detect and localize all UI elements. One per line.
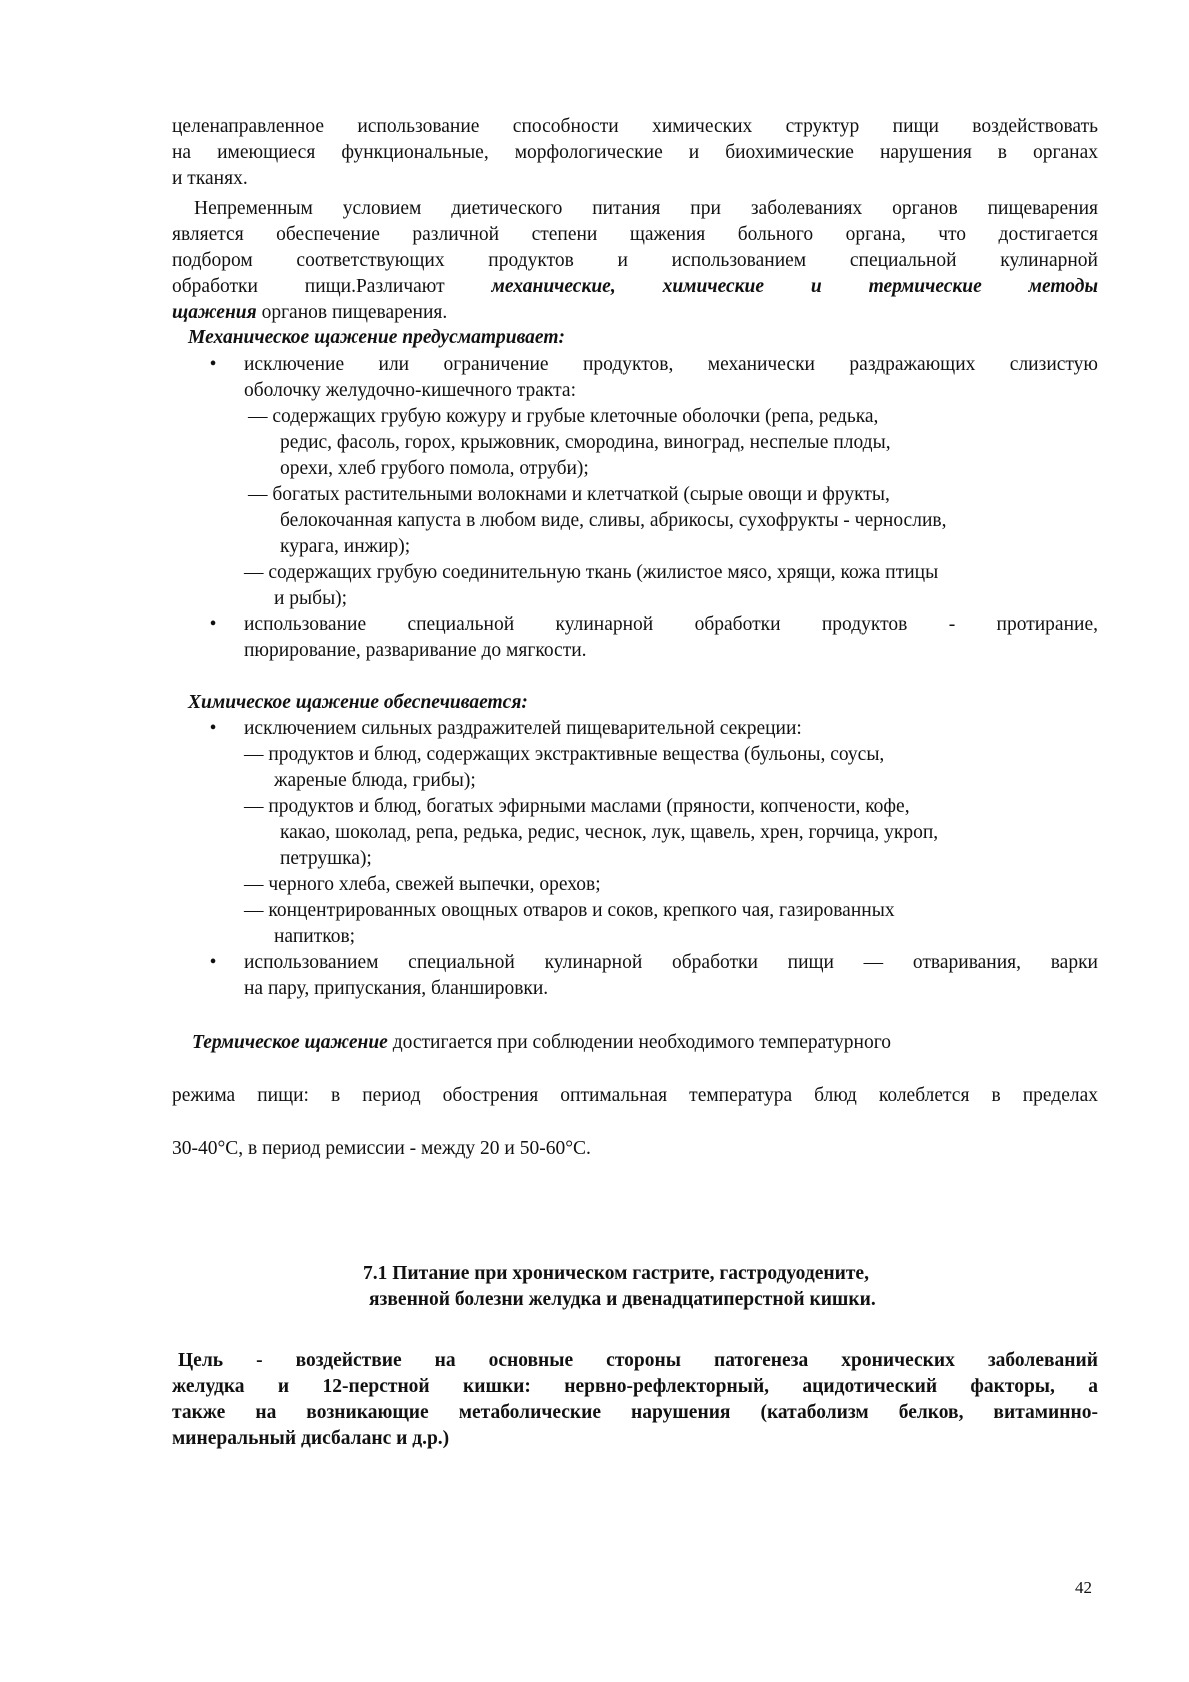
text-line: желудка и 12-перстной кишки: нервно-рефлекторный, ацидотический факторы, а xyxy=(172,1376,1098,1397)
text-line: белокочанная капуста в любом виде, сливы, абрикосы, сухофрукты - чернослив, xyxy=(280,510,947,531)
text-line: пюрирование, разваривание до мягкости. xyxy=(244,640,587,661)
text-span: обработки пищи.Различают xyxy=(172,276,445,297)
text-line: 30-40°С, в период ремиссии - между 20 и 50-60°С. xyxy=(172,1138,591,1159)
list-item xyxy=(244,950,1098,1002)
text-line: режима пищи: в период обострения оптимальная температура блюд колеблется в пределах xyxy=(172,1085,1098,1106)
text-line: и рыбы); xyxy=(274,588,348,609)
page-number: 42 xyxy=(1075,1578,1092,1597)
emphasis-text: механические, химические и термические методы xyxy=(491,276,1099,297)
text-line: использованием специальной кулинарной обработки пищи — отваривания, варки xyxy=(244,952,1098,973)
text-line: — продуктов и блюд, содержащих экстрактивные вещества (бульоны, соусы, xyxy=(244,744,885,765)
text-line: — черного хлеба, свежей выпечки, орехов; xyxy=(244,874,601,895)
chemical-heading: Химическое щажение обеспечивается: xyxy=(188,692,528,713)
text-line: какао, шоколад, репа, редька, редис, чеснок, лук, щавель, хрен, горчица, укроп, xyxy=(280,822,939,843)
section-title xyxy=(363,1261,876,1313)
sub-list-item xyxy=(248,482,946,560)
bullet-icon: • xyxy=(209,952,217,973)
text-line: жареные блюда, грибы); xyxy=(274,770,476,791)
text-line: использование специальной кулинарной обработки продуктов - протирание, xyxy=(244,614,1098,635)
emphasis-text: щажения xyxy=(172,302,257,323)
title-line: язвенной болезни желудка и двенадцатиперстной кишки. xyxy=(369,1289,876,1310)
text-line: исключением сильных раздражителей пищеварительной секреции: xyxy=(244,718,802,739)
thermal-paragraph-line xyxy=(192,1030,891,1056)
diet-conditions-paragraph xyxy=(172,196,1098,326)
title-line: 7.1 Питание при хроническом гастрите, гастродуодените, xyxy=(363,1263,869,1284)
thermal-heading: Термическое щажение xyxy=(192,1032,388,1053)
text-line xyxy=(172,274,1098,300)
text-line: — содержащих грубую кожуру и грубые клеточные оболочки (репа, редька, xyxy=(248,406,879,427)
text-line: минеральный дисбаланс и д.р.) xyxy=(172,1428,450,1449)
sub-list-item xyxy=(244,560,938,612)
goal-paragraph xyxy=(172,1348,1098,1452)
bullet-icon: • xyxy=(209,718,217,739)
sub-list-item xyxy=(244,794,938,872)
sub-list-item xyxy=(244,898,895,950)
text-line: целенаправленное использование способности химических структур пищи воздействовать xyxy=(172,116,1098,137)
text-line: исключение или ограничение продуктов, механически раздражающих слизистую xyxy=(244,354,1098,375)
text-line: редис, фасоль, горох, крыжовник, смородина, виноград, неспелые плоды, xyxy=(280,432,891,453)
sub-list-item xyxy=(248,404,891,482)
text-line xyxy=(172,300,1098,326)
list-item xyxy=(244,612,1098,664)
sub-list-item xyxy=(244,872,601,898)
text-line: — содержащих грубую соединительную ткань (жилистое мясо, хрящи, кожа птицы xyxy=(244,562,939,583)
text-line: орехи, хлеб грубого помола, отруби); xyxy=(280,458,589,479)
intro-paragraph xyxy=(172,114,1098,192)
list-item xyxy=(244,352,1098,404)
text-line: — продуктов и блюд, богатых эфирными маслами (пряности, копчености, кофе, xyxy=(244,796,910,817)
bullet-icon: • xyxy=(209,614,217,635)
text-line: на пару, припускания, бланшировки. xyxy=(244,978,549,999)
text-line: — концентрированных овощных отваров и соков, крепкого чая, газированных xyxy=(244,900,895,921)
text-line: является обеспечение различной степени щажения больного органа, что достигается xyxy=(172,224,1098,245)
text-line: Цель - воздействие на основные стороны патогенеза хронических заболеваний xyxy=(178,1350,1098,1371)
text-line: оболочку желудочно-кишечного тракта: xyxy=(244,380,576,401)
bullet-icon: • xyxy=(209,354,217,375)
text-line: петрушка); xyxy=(280,848,372,869)
text-line: также на возникающие метаболические нарушения (катаболизм белков, витаминно- xyxy=(172,1402,1098,1423)
text-line: на имеющиеся функциональные, морфологические и биохимические нарушения в органах xyxy=(172,142,1098,163)
text-line: — богатых растительными волокнами и клетчаткой (сырые овощи и фрукты, xyxy=(248,484,890,505)
sub-list-item xyxy=(244,742,884,794)
mechanical-heading: Механическое щажение предусматривает: xyxy=(188,327,565,348)
text-line: курага, инжир); xyxy=(280,536,411,557)
text-span: достигается при соблюдении необходимого температурного xyxy=(392,1032,891,1053)
list-item xyxy=(244,716,802,742)
text-line: подбором соответствующих продуктов и использованием специальной кулинарной xyxy=(172,250,1098,271)
text-line: Непременным условием диетического питания при заболеваниях органов пищеварения xyxy=(194,198,1098,219)
text-line: и тканях. xyxy=(172,168,248,189)
text-line: напитков; xyxy=(274,926,356,947)
text-span: органов пищеварения. xyxy=(261,302,448,323)
